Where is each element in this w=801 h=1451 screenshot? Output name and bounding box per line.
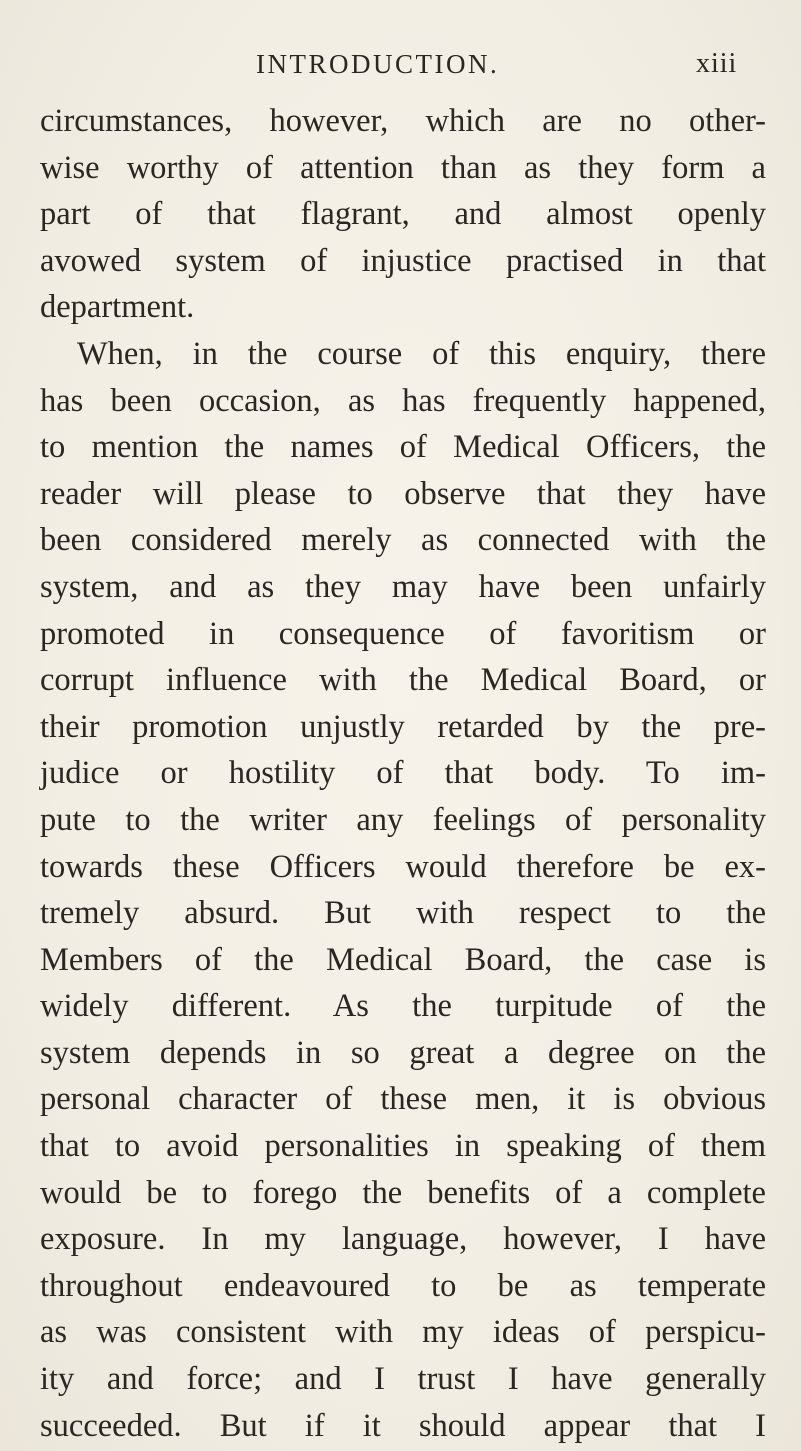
text-line: circumstances, however, which are no other- <box>40 103 766 139</box>
text-line: reader will please to observe that they have <box>40 475 766 512</box>
text-line: judice or hostility of that body. To im- <box>40 755 766 792</box>
text-line: When, in the course of this enquiry, there <box>77 335 766 372</box>
text-line: tremely absurd. But with respect to the <box>40 895 766 932</box>
text-line: succeeded. But if it should appear that I <box>40 1407 766 1444</box>
text-line: throughout endeavoured to be as temperate <box>40 1267 766 1304</box>
text-line: wise worthy of attention than as they form a <box>40 149 766 186</box>
text-line: system, and as they may have been unfairly <box>40 568 766 605</box>
text-line: would be to forego the benefits of a complete <box>40 1174 766 1211</box>
text-line: system depends in so great a degree on the <box>40 1034 766 1071</box>
running-head: INTRODUCTION. <box>256 49 500 79</box>
text-line: department. <box>40 289 195 326</box>
text-line: widely different. As the turpitude of the <box>40 988 766 1025</box>
text-line: corrupt influence with the Medical Board, or <box>40 662 766 699</box>
text-line: has been occasion, as has frequently happened, <box>40 382 766 419</box>
text-line: as was consistent with my ideas of perspicu- <box>40 1314 766 1351</box>
text-line: Members of the Medical Board, the case is <box>40 941 766 978</box>
text-line: been considered merely as connected with the <box>40 522 766 559</box>
text-line: exposure. In my language, however, I have <box>40 1221 766 1258</box>
text-line: pute to the writer any feelings of personality <box>40 801 766 838</box>
page-header <box>0 44 801 84</box>
text-line: that to avoid personalities in speaking of them <box>40 1128 766 1165</box>
body-text <box>40 98 766 1449</box>
text-line: part of that flagrant, and almost openly <box>40 196 766 233</box>
text-line: personal character of these men, it is obvious <box>40 1081 766 1118</box>
page-number: xiii <box>696 48 738 79</box>
text-line: ity and force; and I trust I have generally <box>40 1361 766 1398</box>
text-line: promoted in consequence of favoritism or <box>40 615 766 652</box>
text-line: their promotion unjustly retarded by the pre- <box>40 708 766 745</box>
text-line: towards these Officers would therefore be ex- <box>40 848 766 885</box>
text-line: avowed system of injustice practised in that <box>40 242 766 279</box>
text-line: to mention the names of Medical Officers, the <box>40 429 766 466</box>
